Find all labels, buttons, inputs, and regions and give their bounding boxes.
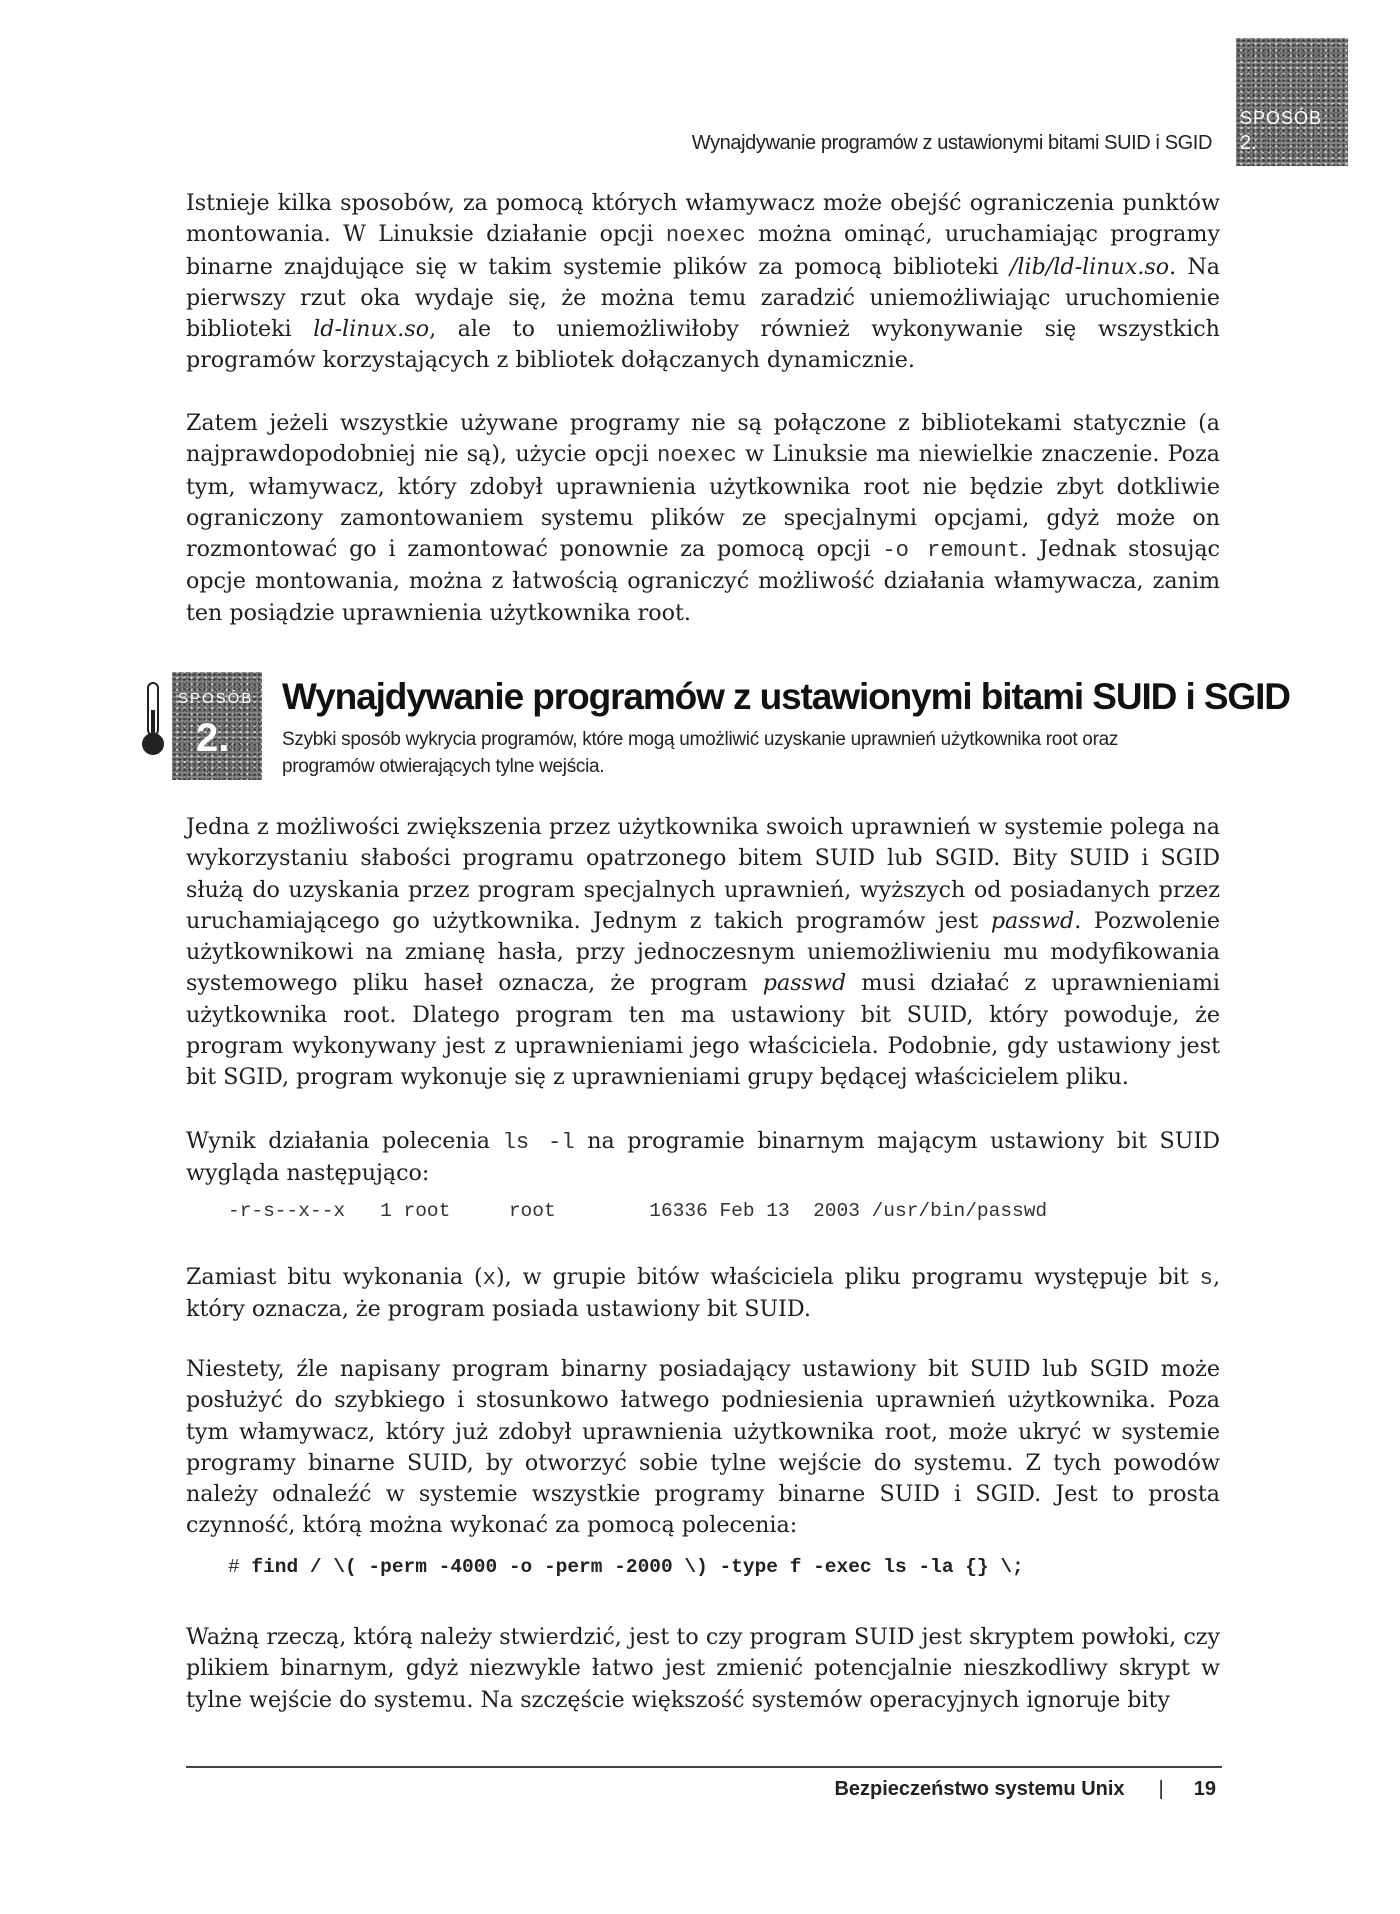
corner-badge-label: SPOSÓB xyxy=(1240,108,1323,128)
inline-code: noexec xyxy=(665,223,746,249)
italic-term: ld-linux.so xyxy=(313,316,430,343)
section-badge-number: 2. xyxy=(196,716,230,760)
inline-code: noexec xyxy=(656,443,737,469)
corner-hack-badge xyxy=(1236,38,1348,166)
thermometer-icon xyxy=(140,680,166,760)
code-prompt: # xyxy=(228,1556,252,1578)
footer xyxy=(600,1778,1216,1801)
text-run: ), w grupie bitów właściciela pliku programu występuje bit xyxy=(496,1264,1200,1290)
corner-badge-number: 2. xyxy=(1240,132,1257,154)
code-find-text: find / \( -perm -4000 -o -perm -2000 \) -type f -exec ls -la {} \; xyxy=(251,1556,1024,1578)
text-run: na programie binarnym mającym ustawiony bit SUID wygląda następująco: xyxy=(186,1128,1220,1187)
text-run: . Na pierwszy rzut oka wydaje się, że można temu zaradzić uniemożliwiając uruchomienie biblioteki xyxy=(186,253,1221,343)
section-paragraph-1 xyxy=(186,812,1220,1094)
italic-term: /lib/ld-linux.so xyxy=(1009,253,1170,280)
text-run: Jedna z możliwości zwiększenia przez użytkownika swoich uprawnień w systemie polega na wykorzystaniu słabości programu opatrzonego bitem SUID lub SGID. Bity SUID i SGID służą do uzyskania przez program specjalnych uprawnień, wyższych od posiadanych przez uruchamiającego go użytkownika. Jednym z takich programów jest xyxy=(186,814,1220,934)
section-badge-label: SPOSÓB xyxy=(178,690,254,707)
code-find-command xyxy=(228,1556,1024,1578)
section-subtitle: Szybki sposób wykrycia programów, które mogą umożliwić uzyskanie uprawnień użytkownika root oraz programów otwierających tylne wejścia. xyxy=(282,729,1119,777)
text-run: . Pozwolenie użytkownikowi na zmianę hasła, przy jednoczesnym uniemożliwieniu mu modyfikowania systemowego pliku haseł oznacza, że program xyxy=(186,907,1221,997)
inline-code: -o remount xyxy=(882,538,1021,564)
text-run: Zatem jeżeli wszystkie używane programy nie są połączone z bibliotekami statycznie (a najprawdopodobniej nie są), użycie opcji xyxy=(186,410,1220,468)
intro-paragraph-1 xyxy=(186,188,1220,377)
inline-code: x xyxy=(482,1266,496,1291)
section-title: Wynajdywanie programów z ustawionymi bitami SUID i SGID xyxy=(282,676,1290,717)
text-run: Niestety, źle napisany program binarny posiadający ustawiony bit SUID lub SGID może posłużyć do szybkiego i stosunkowo łatwego podniesienia uprawnień użytkownika. Poza tym włamywacz, który już zdobył uprawnienia użytkownika root, może ukryć w systemie programy binarne SUID, by otworzyć sobie tylne wejście do systemu. Z tych powodów należy odnaleźć w systemie wszystkie programy binarne SUID i SGID. Jest to prosta czynność, którą można wykonać za pomocą polecenia: xyxy=(186,1356,1220,1539)
text-run: , który oznacza, że program posiada ustawiony bit SUID. xyxy=(186,1264,1220,1323)
inline-code: ls -l xyxy=(502,1130,575,1155)
section-hack-badge xyxy=(172,672,262,780)
text-run: w Linuksie ma niewielkie znaczenie. Poza tym, włamywacz, który zdobył uprawnienia użytkownika root nie będzie zbyt dotkliwie ograniczony zamontowaniem systemu plików ze specjalnymi opcjami, gdyż może on rozmontować go i zamontować ponownie za pomocą opcji xyxy=(186,441,1220,563)
text-run: Wynik działania polecenia xyxy=(186,1128,503,1154)
italic-term: passwd xyxy=(990,907,1075,934)
footer-separator: | xyxy=(1158,1778,1164,1800)
section-paragraph-5 xyxy=(186,1622,1220,1716)
intro-paragraph-2 xyxy=(186,408,1220,629)
text-run: musi działać z uprawnieniami użytkownika root. Dlatego program ten ma ustawiony bit SUID, który powoduje, że program wykonywany jest z uprawnieniami jego właściciela. Podobnie, gdy ustawiony jest bit SGID, program wykonuje się z uprawnieniami grupy będącej właścicielem pliku. xyxy=(186,970,1220,1091)
text-run: Istnieje kilka sposobów, za pomocą których włamywacz może obejść ograniczenia punktów montowania. W Linuksie działanie opcji xyxy=(186,190,1220,248)
section-paragraph-3 xyxy=(186,1262,1220,1326)
code-ls-output: -r-s--x--x 1 root root 16336 Feb 13 2003 /usr/bin/passwd xyxy=(228,1200,1048,1222)
footer-rule xyxy=(186,1766,1222,1768)
text-run: Zamiast bitu wykonania ( xyxy=(186,1264,483,1290)
section-paragraph-4 xyxy=(186,1354,1220,1542)
inline-code: s xyxy=(1199,1266,1213,1291)
footer-book-title: Bezpieczeństwo systemu Unix xyxy=(834,1778,1125,1800)
text-run: , ale to uniemożliwiłoby również wykonywanie się wszystkich programów korzystających z bibliotek dołączanych dynamicznie. xyxy=(186,316,1220,374)
footer-page-number: 19 xyxy=(1193,1778,1216,1800)
running-header: Wynajdywanie programów z ustawionymi bitami SUID i SGID xyxy=(691,132,1212,154)
text-run: . Jednak stosując opcje montowania, można z łatwością ograniczyć możliwość działania włamywacza, zanim ten posiądzie uprawnienia użytkownika root. xyxy=(186,536,1220,626)
italic-term: passwd xyxy=(762,970,847,997)
text-run: można ominąć, uruchamiając programy binarne znajdujące się w takim systemie plików za pomocą biblioteki xyxy=(186,221,1220,280)
text-run: Ważną rzeczą, którą należy stwierdzić, jest to czy program SUID jest skryptem powłoki, czy plikiem binarnym, gdyż niezwykle łatwo jest zmienić potencjalnie nieszkodliwy skrypt w tylne wejście do systemu. Na szczęście większość systemów operacyjnych ignoruje bity xyxy=(186,1624,1220,1713)
section-paragraph-2 xyxy=(186,1126,1220,1190)
